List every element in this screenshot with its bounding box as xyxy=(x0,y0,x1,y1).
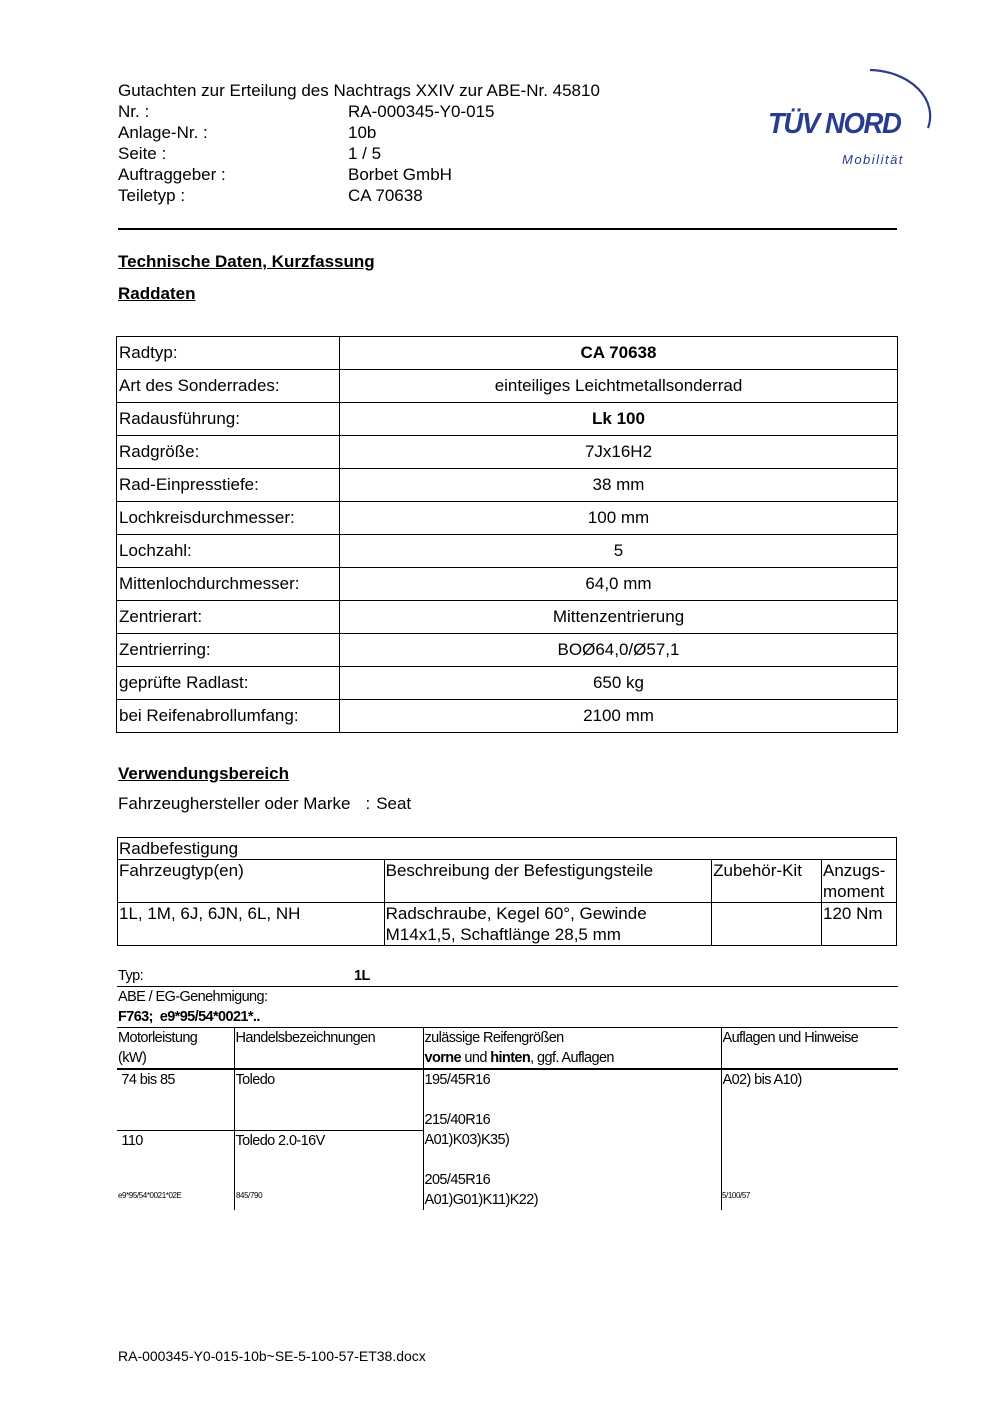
header-field-auftraggeber: Auftraggeber : Borbet GmbH xyxy=(118,165,452,184)
raddaten-row xyxy=(117,601,898,634)
raddaten-value: 64,0 mm xyxy=(340,568,898,601)
header-field-nr: Nr. : RA-000345-Y0-015 xyxy=(118,102,495,121)
header-divider xyxy=(118,228,897,230)
hersteller-line xyxy=(118,794,411,814)
cell-motor-2: 110 xyxy=(117,1130,234,1210)
raddaten-row xyxy=(117,469,898,502)
cell-anzugsmoment: 120 Nm xyxy=(822,903,897,946)
header-field-seite: Seite : 1 / 5 xyxy=(118,144,382,163)
footnote-number: 845/790 xyxy=(236,1191,263,1200)
typ-data-row xyxy=(117,1069,898,1130)
raddaten-row xyxy=(117,403,898,436)
footnote-ref: 5/100/57 xyxy=(722,1191,750,1200)
raddaten-label: Mittenlochdurchmesser: xyxy=(117,568,340,601)
raddaten-label: Radtyp: xyxy=(117,337,340,370)
radbefestigung-table xyxy=(117,837,897,946)
header-fahrzeugtyp: Fahrzeugtyp(en) xyxy=(118,860,385,903)
hersteller-label: Fahrzeughersteller oder Marke xyxy=(118,794,351,813)
raddaten-label: Lochkreisdurchmesser: xyxy=(117,502,340,535)
raddaten-row xyxy=(117,667,898,700)
cell-handel-2: Toledo 2.0-16V xyxy=(234,1130,423,1210)
header-handelsbezeichnungen: Handelsbezeichnungen xyxy=(234,1028,423,1070)
raddaten-label: Lochzahl: xyxy=(117,535,340,568)
raddaten-label: geprüfte Radlast: xyxy=(117,667,340,700)
abe-value: F763; e9*95/54*0021*.. xyxy=(118,1009,260,1025)
raddaten-row xyxy=(117,634,898,667)
header-anzugsmoment: Anzugs- moment xyxy=(822,860,897,903)
raddaten-row xyxy=(117,370,898,403)
raddaten-label: Radgröße: xyxy=(117,436,340,469)
cell-fahrzeugtypen: 1L, 1M, 6J, 6JN, 6L, NH xyxy=(118,903,385,946)
raddaten-value: 100 mm xyxy=(340,502,898,535)
raddaten-value: einteiliges Leichtmetallsonderrad xyxy=(340,370,898,403)
radbefestigung-title-row xyxy=(118,838,897,860)
cell-motor-1: 74 bis 85 xyxy=(117,1069,234,1130)
cell-beschreibung: Radschraube, Kegel 60°, Gewinde M14x1,5, Schaftlänge 28,5 mm xyxy=(384,903,711,946)
header-reifengroessen: zulässige Reifengrößen vorne und hinten, ggf. Auflagen xyxy=(423,1028,721,1070)
header-zubehoer: Zubehör-Kit xyxy=(712,860,822,903)
raddaten-value: 38 mm xyxy=(340,469,898,502)
cell-reifen: 195/45R16 215/40R16 A01)K03)K35) 205/45R16 A01)G01)K11)K22) xyxy=(423,1069,721,1210)
header-motorleistung: Motorleistung (kW) xyxy=(117,1028,234,1070)
raddaten-row xyxy=(117,436,898,469)
logo-text: TÜV NORD xyxy=(768,108,901,140)
typ-row xyxy=(117,966,898,987)
abe-row xyxy=(117,987,898,1028)
raddaten-title: Raddaten xyxy=(118,284,196,303)
cell-auflagen: A02) bis A10) xyxy=(722,1072,802,1088)
document-filename: RA-000345-Y0-015-10b~SE-5-100-57-ET38.docx xyxy=(118,1348,426,1364)
raddaten-row xyxy=(117,337,898,370)
typ-table xyxy=(117,966,898,1210)
raddaten-label: Radausführung: xyxy=(117,403,340,436)
raddaten-value: 2100 mm xyxy=(340,700,898,733)
header-beschreibung: Beschreibung der Befestigungsteile xyxy=(384,860,711,903)
verwendung-title: Verwendungsbereich xyxy=(118,764,289,783)
raddaten-row xyxy=(117,502,898,535)
cell-zubehoer xyxy=(712,903,822,946)
raddaten-row xyxy=(117,568,898,601)
raddaten-label: Rad-Einpresstiefe: xyxy=(117,469,340,502)
raddaten-value: Mittenzentrierung xyxy=(340,601,898,634)
header-field-teiletyp: Teiletyp : CA 70638 xyxy=(118,186,423,205)
typ-value: 1L xyxy=(354,968,370,984)
raddaten-label: Art des Sonderrades: xyxy=(117,370,340,403)
header-auflagen: Auflagen und Hinweise xyxy=(722,1030,859,1046)
raddaten-label: Zentrierring: xyxy=(117,634,340,667)
footnote-code: e9*95/54*0021*02E xyxy=(118,1191,182,1200)
abe-label: ABE / EG-Genehmigung: xyxy=(118,989,268,1005)
raddaten-label: bei Reifenabrollumfang: xyxy=(117,700,340,733)
hersteller-sep: : xyxy=(365,794,371,813)
typ-label: Typ: xyxy=(118,968,143,984)
radbefestigung-title: Radbefestigung xyxy=(118,838,897,860)
document-header xyxy=(118,80,600,206)
raddaten-value: 7Jx16H2 xyxy=(340,436,898,469)
radbefestigung-header-row xyxy=(118,860,897,903)
logo-subtitle: Mobilität xyxy=(842,152,904,167)
raddaten-value: 5 xyxy=(340,535,898,568)
raddaten-value: 650 kg xyxy=(340,667,898,700)
cell-handel-1: Toledo xyxy=(234,1069,423,1130)
raddaten-value: CA 70638 xyxy=(340,337,898,370)
raddaten-row xyxy=(117,700,898,733)
raddaten-value: BOØ64,0/Ø57,1 xyxy=(340,634,898,667)
document-title: Gutachten zur Erteilung des Nachtrags XXIV zur ABE-Nr. 45810 xyxy=(118,81,600,100)
hersteller-value: Seat xyxy=(376,794,412,813)
header-field-anlage: Anlage-Nr. : 10b xyxy=(118,123,377,142)
section-title: Technische Daten, Kurzfassung xyxy=(118,252,375,271)
raddaten-label: Zentrierart: xyxy=(117,601,340,634)
typ-header-row xyxy=(117,1028,898,1070)
raddaten-table xyxy=(116,336,898,733)
raddaten-row xyxy=(117,535,898,568)
radbefestigung-data-row xyxy=(118,903,897,946)
raddaten-value: Lk 100 xyxy=(340,403,898,436)
